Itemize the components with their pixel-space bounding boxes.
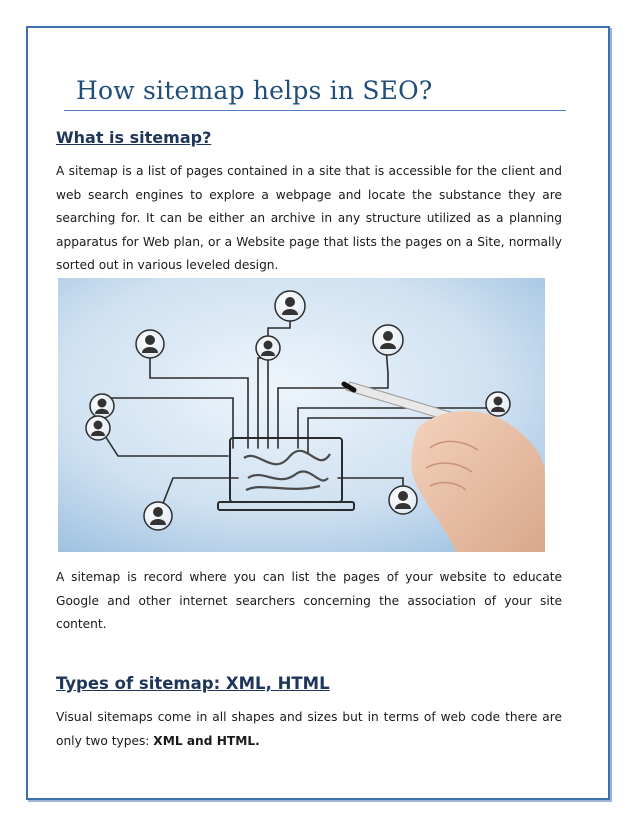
sitemap-network-illustration-svg xyxy=(58,278,545,552)
section-paragraph-what-is-sitemap: A sitemap is a list of pages contained in a site that is accessible for the client and web search engines to explore a webpage and locate the substance they are searching for. It can be either an archive in any structure utilized as a planning apparatus for Web plan, or a Website page that lists the pages on a Site, normally sorted out in various leveled design. xyxy=(56,164,562,272)
sitemap-illustration xyxy=(58,278,545,552)
section-heading-types-of-sitemap: Types of sitemap: XML, HTML xyxy=(56,674,330,693)
types-paragraph-bold: XML and HTML. xyxy=(153,733,260,748)
paragraph-sitemap-record: A sitemap is record where you can list the pages of your website to educate Google and other internet searchers concerning the association of your site content. xyxy=(56,570,562,631)
page-title: How sitemap helps in SEO? xyxy=(76,76,433,105)
section-heading-what-is-sitemap: What is sitemap? xyxy=(56,128,212,147)
section-paragraph-types-of-sitemap xyxy=(56,706,562,753)
title-underline-rule xyxy=(64,110,566,111)
types-paragraph-lead: Visual sitemaps come in all shapes and sizes but in terms of web code there are only two types: xyxy=(56,710,562,748)
